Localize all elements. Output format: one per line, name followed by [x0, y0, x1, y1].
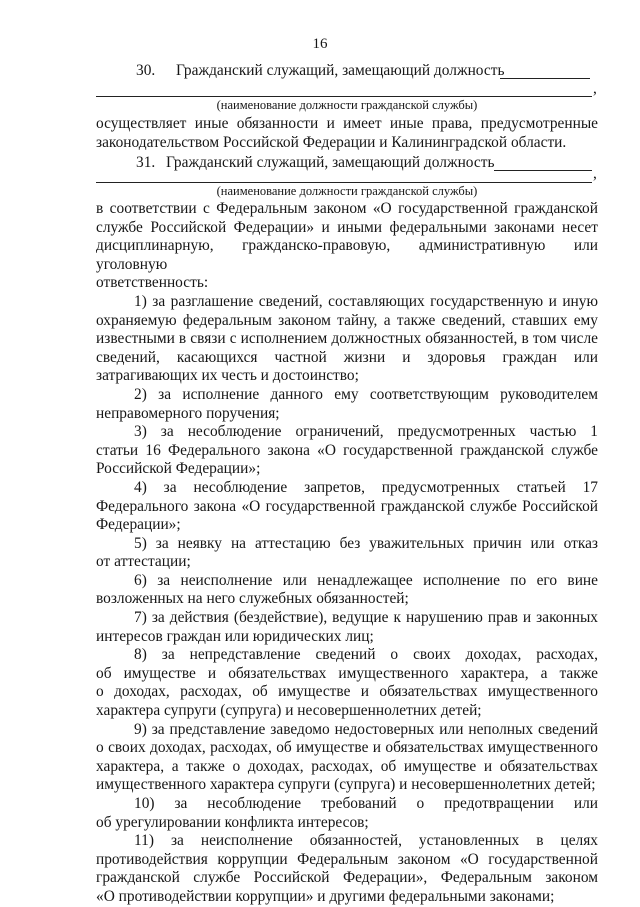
clause-line: статьи 16 Федерального закона «О государственной гражданской службе — [96, 441, 598, 459]
clause-line-last: неправомерного поручения; — [96, 404, 280, 422]
clause-10 — [96, 795, 598, 832]
clause-line: Федерального закона «О государственной гражданской службе Российской — [96, 497, 598, 515]
item-31-fill-line — [96, 182, 592, 183]
item-30-fill-line — [96, 96, 592, 97]
clause-line: 11) за неисполнение обязанностей, установленных в целях — [134, 832, 598, 850]
item-31-line-last: ответственность: — [96, 274, 209, 292]
item-30-caption: (наименование должности гражданской службы) — [216, 98, 478, 112]
clause-line: известными в связи с исполнением должностных обязанностей, в том числе — [96, 330, 598, 348]
clause-5 — [96, 535, 598, 572]
clause-2 — [96, 386, 598, 423]
clause-6 — [96, 572, 598, 609]
clause-line: 10) за несоблюдение требований о предотвращении или — [134, 795, 598, 812]
clause-line-last: характера супруги (супруга) и несовершеннолетних детей; — [96, 702, 482, 720]
item-31-line: службе Российской Федерации» и иными федеральными законами несет — [96, 218, 598, 236]
clause-line: 4) за несоблюдение запретов, предусмотренных статьей 17 — [134, 478, 598, 496]
clause-line-last: от аттестации; — [96, 553, 191, 571]
clause-line: о доходах, расходах, об имуществе и обязательствах имущественного — [96, 683, 598, 701]
item-31-lead: Гражданский служащий, замещающий должность — [166, 154, 495, 171]
item-30-lead: Гражданский служащий, замещающий должность — [176, 62, 505, 79]
item-30-comma: , — [593, 80, 597, 97]
clause-line-last: имущественного характера супруги (супруга) и несовершеннолетних детей; — [96, 776, 596, 794]
clause-7 — [96, 609, 598, 646]
clause-line: 6) за неисполнение или ненадлежащее исполнение по его вине — [134, 571, 598, 589]
item-31-caption: (наименование должности гражданской службы) — [216, 184, 478, 198]
clause-line: характера, а также о доходах, расходах, об имуществе и обязательствах — [96, 757, 598, 775]
item-30-line: осуществляет иные обязанности и имеет иные права, предусмотренные — [96, 115, 598, 132]
clause-9 — [96, 721, 598, 795]
item-31-number: 31. — [136, 154, 156, 171]
clause-11 — [96, 832, 598, 906]
clause-line: 8) за непредставление сведений о своих доходах, расходах, — [134, 646, 598, 664]
item-30-number: 30. — [136, 62, 156, 79]
clause-line-last: возложенных на него служебных обязанностей; — [96, 590, 409, 608]
clause-line: 2) за исполнение данного ему соответствующим руководителем — [134, 385, 598, 403]
clause-4 — [96, 479, 598, 535]
clause-1 — [96, 293, 598, 386]
clause-8 — [96, 646, 598, 720]
item-31-line: в соответствии с Федеральным законом «О государственной гражданской — [96, 200, 598, 217]
clause-line: 1) за разглашение сведений, составляющих государственную и иную — [134, 292, 598, 310]
clause-line-last: «О противодействии коррупции» и другими федеральными законами; — [96, 887, 555, 905]
item-30-short-blank — [500, 78, 590, 79]
clause-line: гражданской службе Российской Федерации», Федеральным законом — [96, 869, 598, 887]
clause-line: 7) за действия (бездействие), ведущие к нарушению прав и законных — [134, 609, 598, 627]
document-body — [96, 200, 598, 907]
page-number: 16 — [312, 36, 328, 52]
item-31-line: дисциплинарную, гражданско-правовую, административную или уголовную — [96, 237, 598, 273]
clause-line: охраняемую федеральным законом тайну, а также сведений, ставших ему — [96, 311, 598, 329]
clause-line: 9) за представление заведомо недостоверных или неполных сведений — [134, 720, 598, 738]
clause-line-last: затрагивающих их честь и достоинство; — [96, 367, 359, 385]
clause-line: 3) за несоблюдение ограничений, предусмотренных частью 1 — [134, 423, 598, 441]
clause-line: сведений, касающихся частной жизни и здоровья граждан или — [96, 348, 598, 366]
clause-line: об имуществе и обязательствах имущественного характера, а также — [96, 664, 598, 682]
clause-line: 5) за неявку на аттестацию без уважительных причин или отказ — [134, 534, 598, 552]
item-31-short-blank — [494, 170, 592, 171]
item-31-comma: , — [593, 165, 597, 182]
item-30-line-last: законодательством Российской Федерации и Калининградской области. — [96, 133, 567, 151]
clause-line-last: об урегулировании конфликта интересов; — [96, 813, 369, 831]
clause-line-last: Федерации»; — [96, 516, 181, 534]
clause-line: о своих доходах, расходах, об имуществе и обязательствах имущественного — [96, 739, 598, 757]
clause-line-last: Российской Федерации»; — [96, 460, 261, 478]
item-30-body — [96, 115, 598, 152]
clause-line: противодействия коррупции Федеральным законом «О государственной — [96, 850, 598, 868]
clause-3 — [96, 423, 598, 479]
clause-line-last: интересов граждан или юридических лиц; — [96, 627, 374, 645]
